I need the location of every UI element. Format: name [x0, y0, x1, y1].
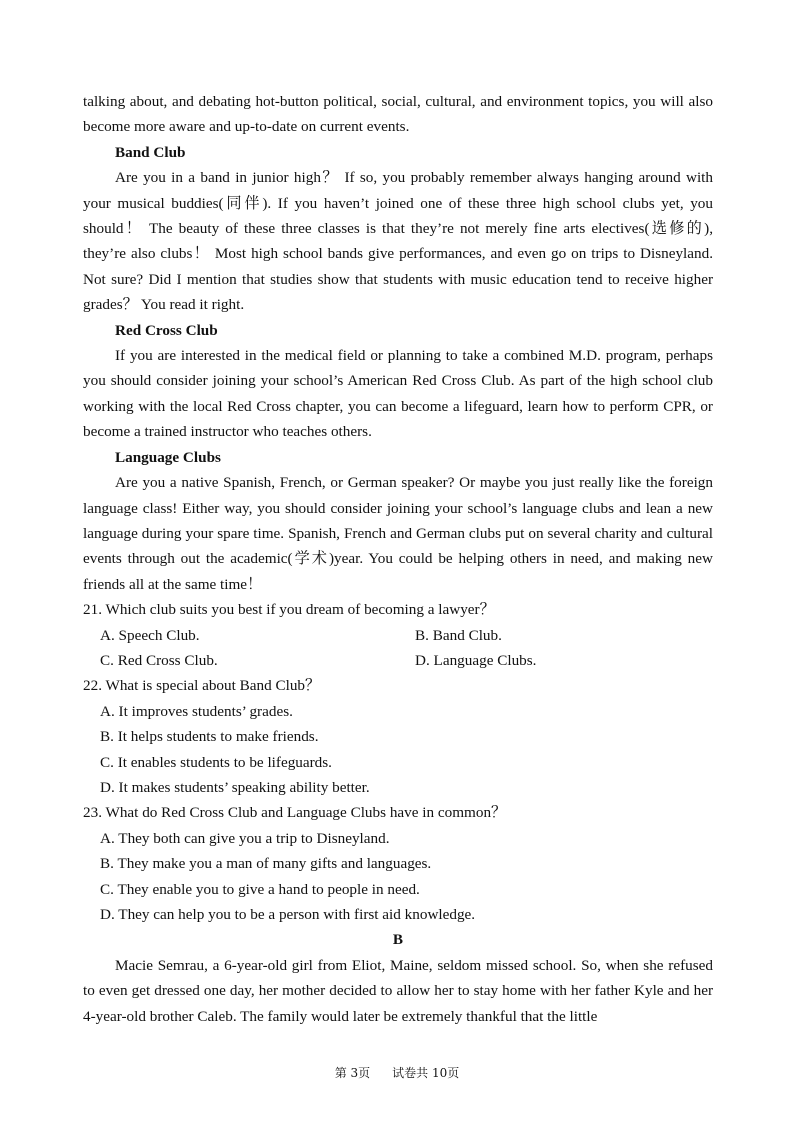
question-23-option-b[interactable]: B. They make you a man of many gifts and languages.: [100, 855, 432, 873]
question-22-stem: 22. What is special about Band Club？: [83, 677, 321, 695]
question-22-option-a[interactable]: A. It improves students’ grades.: [100, 702, 293, 720]
question-23: [83, 800, 713, 927]
question-21-options-row-1: [83, 623, 713, 648]
red-cross-club-heading: Red Cross Club: [115, 321, 218, 339]
passage-b-paragraph: Macie Semrau, a 6-year-old girl from Eliot, Maine, seldom missed school. So, when she refused to even get dressed one day, her mother decided to allow her to stay home with her father Kyle and her 4-year-old brother Caleb. The family would later be extremely thankful that the little: [83, 956, 713, 1025]
question-23-option-c[interactable]: C. They enable you to give a hand to people in need.: [100, 880, 420, 898]
band-club-heading: Band Club: [115, 143, 186, 161]
question-23-option-d[interactable]: D. They can help you to be a person with first aid knowledge.: [100, 906, 476, 923]
question-22-option-c[interactable]: C. It enables students to be lifeguards.: [100, 753, 332, 771]
total-pages: 试卷共 10页: [392, 1066, 460, 1080]
question-21-option-b[interactable]: B. Band Club.: [415, 626, 502, 644]
exam-page: [83, 89, 713, 1029]
red-cross-club-paragraph: If you are interested in the medical field or planning to take a combined M.D. program, perhaps you should consider joining your school’s American Red Cross Club. As part of the high school club working with the local Red Cross chapter, you can become a lifeguard, learn how to perform CPR, or become a trained instructor who teaches others.: [83, 347, 713, 441]
question-23-option-a[interactable]: A. They both can give you a trip to Disneyland.: [100, 829, 390, 847]
language-clubs-paragraph: Are you a native Spanish, French, or German speaker? Or maybe you just really like the foreign language class! Either way, you should consider joining your school’s language clubs and lean a new language during your spare time. Spanish, French and German clubs put on several charity and cultural events through out the academic(学术)year. You could be helping others in need, and making new friends all at the same time！: [83, 474, 713, 593]
passage-a-continuation: talking about, and debating hot-button political, social, cultural, and environment topics, you will also become more aware and up-to-date on current events.: [83, 93, 713, 136]
question-21-option-a[interactable]: A. Speech Club.: [100, 626, 200, 644]
band-club-paragraph: Are you in a band in junior high？ If so, you probably remember always hanging around with your musical buddies(同伴). If you haven’t joined one of these three high school clubs yet, you should！ The beauty of these three classes is that they’re not merely fine arts electives(选修的), they’re also clubs！ Most high school bands give performances, and even go on trips to Disneyland. Not sure? Did I mention that studies show that students with music education tend to receive higher grades？ You read it right.: [83, 169, 713, 314]
question-21-option-d[interactable]: D. Language Clubs.: [415, 651, 537, 669]
question-21-option-c[interactable]: C. Red Cross Club.: [100, 651, 218, 669]
question-21: [83, 597, 713, 673]
question-23-stem: 23. What do Red Cross Club and Language Clubs have in common？: [83, 804, 507, 822]
question-22: [83, 673, 713, 800]
page-footer: [0, 1065, 794, 1081]
question-22-option-b[interactable]: B. It helps students to make friends.: [100, 728, 319, 746]
passage-b-label: B: [392, 931, 404, 949]
page-number: 第 3页: [334, 1066, 371, 1080]
question-21-stem: 21. Which club suits you best if you dream of becoming a lawyer？: [83, 601, 495, 619]
language-clubs-heading: Language Clubs: [115, 448, 221, 466]
question-21-options-row-2: [83, 648, 713, 673]
question-22-option-d[interactable]: D. It makes students’ speaking ability better.: [100, 778, 370, 796]
